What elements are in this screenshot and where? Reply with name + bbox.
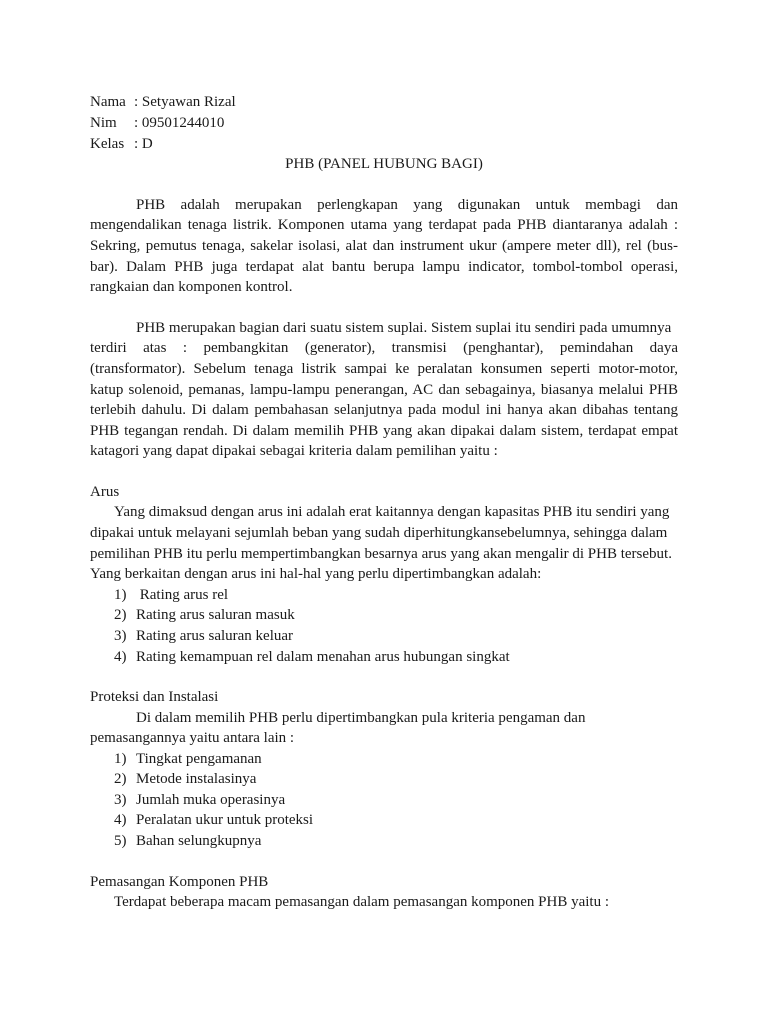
arus-line: Yang berkaitan dengan arus ini hal-hal yang perlu dipertimbangkan adalah: bbox=[90, 566, 542, 582]
para2-line: PHB merupakan bagian dari suatu sistem suplai. Sistem suplai itu sendiri pada umumnya bbox=[136, 320, 672, 336]
name-label: Nama bbox=[90, 94, 126, 110]
list-text: Rating arus rel bbox=[136, 587, 229, 603]
list-text: Rating arus saluran masuk bbox=[136, 607, 295, 623]
list-number: 1) bbox=[114, 587, 127, 603]
nim-row bbox=[90, 113, 224, 133]
list-item bbox=[114, 790, 285, 810]
para1-line: PHB adalah merupakan perlengkapan yang digunakan untuk membagi dan bbox=[136, 197, 678, 213]
arus-line: pemilihan PHB itu perlu mempertimbangkan besarnya arus yang akan mengalir di PHB tersebut. bbox=[90, 546, 672, 562]
name-row bbox=[90, 92, 236, 112]
class-value: : D bbox=[134, 136, 153, 152]
list-text: Jumlah muka operasinya bbox=[136, 792, 286, 808]
arus-line: Yang dimaksud dengan arus ini adalah erat kaitannya dengan kapasitas PHB itu sendiri yang bbox=[114, 504, 670, 520]
para2-line: terlebih dahulu. Di dalam pembahasan selanjutnya pada modul ini hanya akan dibahas tentang bbox=[90, 402, 678, 418]
list-item bbox=[114, 605, 295, 625]
para2-line: katagori yang dapat dipakai sebagai kriteria dalam pemilihan yaitu : bbox=[90, 443, 498, 459]
list-number: 5) bbox=[114, 833, 127, 849]
para2-line: terdiri atas : pembangkitan (generator), transmisi (penghantar), pemindahan daya bbox=[90, 340, 678, 356]
list-text: Metode instalasinya bbox=[136, 771, 257, 787]
nim-label: Nim bbox=[90, 115, 117, 131]
list-text: Rating kemampuan rel dalam menahan arus hubungan singkat bbox=[136, 649, 510, 665]
list-number: 3) bbox=[114, 792, 127, 808]
section-heading-proteksi: Proteksi dan Instalasi bbox=[90, 689, 219, 705]
list-item bbox=[114, 831, 261, 851]
class-label: Kelas bbox=[90, 136, 125, 152]
list-item bbox=[114, 626, 293, 646]
para2-line: (transformator). Sebelum tenaga listrik sampai ke peralatan konsumen seperti motor-motor, bbox=[90, 361, 678, 377]
para1-line: rangkaian dan komponen kontrol. bbox=[90, 279, 293, 295]
list-item bbox=[114, 769, 256, 789]
list-number: 3) bbox=[114, 628, 127, 644]
para1-line: Sekring, pemutus tenaga, sakelar isolasi, alat dan instrument ukur (ampere meter dll), rel (bus- bbox=[90, 238, 678, 254]
list-number: 2) bbox=[114, 771, 127, 787]
para1-line: mengendalikan tenaga listrik. Komponen utama yang terdapat pada PHB diantaranya adalah : bbox=[90, 217, 678, 233]
list-text: Bahan selungkupnya bbox=[136, 833, 262, 849]
list-item bbox=[114, 810, 313, 830]
list-number: 1) bbox=[114, 751, 127, 767]
list-text: Rating arus saluran keluar bbox=[136, 628, 294, 644]
arus-line: dipakai untuk melayani sejumlah beban yang sudah diperhitungkansebelumnya, sehingga dalam bbox=[90, 525, 668, 541]
list-number: 2) bbox=[114, 607, 127, 623]
section-heading-pemasangan: Pemasangan Komponen PHB bbox=[90, 874, 269, 890]
proteksi-line: pemasangannya yaitu antara lain : bbox=[90, 730, 295, 746]
page-title: PHB (PANEL HUBUNG BAGI) bbox=[285, 156, 483, 172]
pemasangan-line: Terdapat beberapa macam pemasangan dalam pemasangan komponen PHB yaitu : bbox=[114, 894, 610, 910]
list-number: 4) bbox=[114, 649, 127, 665]
section-heading-arus: Arus bbox=[90, 484, 120, 500]
para1-line: bar). Dalam PHB juga terdapat alat bantu berupa lampu indicator, tombol-tombol operasi, bbox=[90, 259, 678, 275]
list-number: 4) bbox=[114, 812, 127, 828]
list-text: Tingkat pengamanan bbox=[136, 751, 262, 767]
nim-value: : 09501244010 bbox=[134, 115, 225, 131]
list-item bbox=[114, 585, 228, 605]
class-row bbox=[90, 134, 153, 154]
list-text: Peralatan ukur untuk proteksi bbox=[136, 812, 314, 828]
name-value: : Setyawan Rizal bbox=[134, 94, 236, 110]
para2-line: katup solenoid, pemanas, lampu-lampu penerangan, AC dan sebagainya, biasanya melalui PHB bbox=[90, 382, 678, 398]
list-item bbox=[114, 749, 262, 769]
list-item bbox=[114, 647, 510, 667]
para2-line: PHB tegangan rendah. Di dalam memilih PHB yang akan dipakai dalam sistem, terdapat empat bbox=[90, 423, 678, 439]
proteksi-line: Di dalam memilih PHB perlu dipertimbangkan pula kriteria pengaman dan bbox=[136, 710, 586, 726]
